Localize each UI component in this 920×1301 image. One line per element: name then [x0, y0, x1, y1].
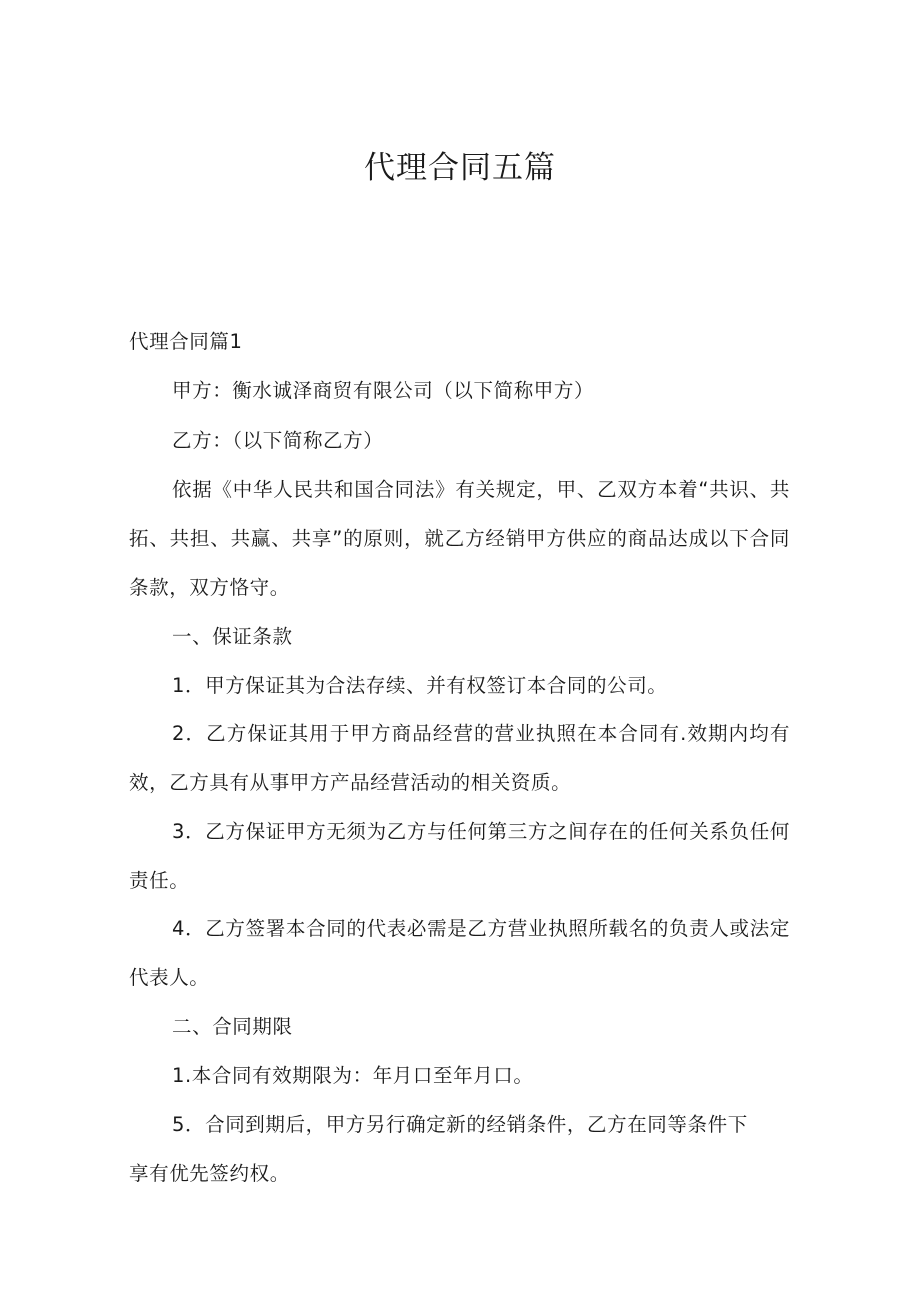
clause-item: 2．乙方保证其用于甲方商品经营的营业执照在本合同有.效期内均有	[172, 722, 790, 745]
clause-item: 4．乙方签署本合同的代表必需是乙方营业执照所载名的负责人或法定	[172, 917, 790, 940]
clause-item-continued: 责任。	[129, 869, 190, 892]
clause-item-continued: 代表人。	[129, 966, 210, 989]
clause-item: 5．合同到期后，甲方另行确定新的经销条件，乙方在同等条件下	[172, 1113, 748, 1136]
clause-item: 1.本合同有效期限为：年月口至年月口。	[172, 1064, 534, 1087]
party-a-line: 甲方：衡水诚泽商贸有限公司（以下简称甲方）	[172, 379, 595, 402]
paragraph-line: 依据《中华人民共和国合同法》有关规定，甲、乙双方本着“共识、共	[172, 478, 790, 501]
clause-heading: 二、合同期限	[172, 1015, 293, 1038]
section-heading: 代理合同篇1	[129, 330, 243, 353]
clause-heading: 一、保证条款	[172, 625, 293, 648]
party-b-line: 乙方：（以下简称乙方）	[172, 429, 384, 452]
document-title: 代理合同五篇	[364, 150, 556, 186]
paragraph-line: 条款，双方恪守。	[129, 576, 290, 599]
paragraph-line: 拓、共担、共赢、共享”的原则，就乙方经销甲方供应的商品达成以下合同	[129, 527, 790, 550]
clause-item-continued: 效，乙方具有从事甲方产品经营活动的相关资质。	[129, 771, 572, 794]
clause-item-continued: 享有优先签约权。	[129, 1162, 290, 1185]
clause-item: 3．乙方保证甲方无须为乙方与任何第三方之间存在的任何关系负任何	[172, 820, 790, 843]
clause-item: 1．甲方保证其为合法存续、并有权签订本合同的公司。	[172, 674, 668, 697]
